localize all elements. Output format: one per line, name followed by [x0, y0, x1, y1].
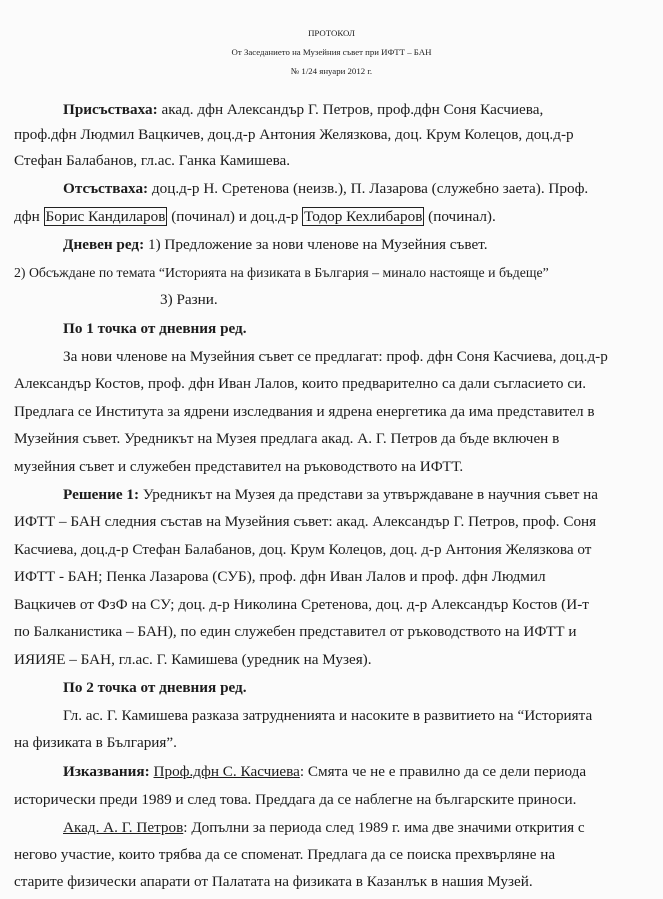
- present-line-2: проф.дфн Людмил Вацкичев, доц.д-р Антония Желязкова, доц. Крум Колецов, доц.д-р: [14, 126, 574, 143]
- point-1-line-4: Музейния съвет. Уредникът на Музея предлага акад. А. Г. Петров да бъде включен в: [14, 430, 560, 447]
- statement-2-line-3: старите физически апарати от Палатата на физиката в Казанлък в нашия Музей.: [14, 873, 533, 890]
- absent-text-post: (починал).: [428, 208, 496, 225]
- present-line-1: [63, 101, 543, 119]
- decision-1-line-6: по Балканистика – БАН), по един служебен представител от ръководството на ИФТТ и: [14, 623, 577, 640]
- statement-2-line-1: [63, 819, 585, 837]
- agenda-item-2: 2) Обсъждане по темата “Историята на физиката в България – минало настояще и бъдеще”: [14, 265, 549, 280]
- speaker-2: Акад. А. Г. Петров: [63, 819, 184, 836]
- point-2-heading: [63, 679, 247, 697]
- present-text-1: акад. дфн Александър Г. Петров, проф.дфн Соня Касчиева,: [161, 101, 544, 118]
- point-1-heading-text: По 1 точка от дневния ред.: [63, 320, 247, 337]
- document-title: ПРОТОКОЛ: [308, 28, 355, 38]
- agenda-item-3: 3) Разни.: [160, 291, 218, 308]
- statement-1-text-1: : Смята че не е правилно да се дели периода: [299, 763, 587, 780]
- agenda-item-1: 1) Предложение за нови членове на Музейния съвет.: [147, 236, 488, 253]
- decision-1-line-7: ИЯИЯЕ – БАН, гл.ас. Г. Камишева (уредник на Музея).: [14, 651, 372, 668]
- present-line-3: Стефан Балабанов, гл.ас. Ганка Камишева.: [14, 152, 291, 169]
- decision-1-line-1: [63, 486, 598, 504]
- absent-text-1: доц.д-р Н. Сретенова (неизв.), П. Лазарова (служебно заета). Проф.: [151, 180, 589, 197]
- agenda-label: Дневен ред:: [63, 236, 145, 253]
- absent-line-1: [63, 180, 588, 198]
- point-2-heading-text: По 2 точка от дневния ред.: [63, 679, 247, 696]
- present-label: Присъстваха:: [63, 101, 158, 118]
- speaker-1: Проф.дфн С. Касчиева: [153, 763, 300, 780]
- agenda-line-1: [63, 236, 488, 254]
- point-1-line-3: Предлага се Института за ядрени изследвания и ядрена енергетика да има представител в: [14, 403, 595, 420]
- decision-1-line-3: Касчиева, доц.д-р Стефан Балабанов, доц. Крум Колецов, доц. д-р Антония Желязкова от: [14, 541, 592, 558]
- document-subtitle: От Заседанието на Музейния съвет при ИФТТ – БАН: [231, 47, 432, 57]
- statement-2-text-1: : Допълни за периода след 1989 г. има две значими открития с: [183, 819, 585, 836]
- point-1-heading: [63, 320, 247, 338]
- point-1-line-2: Александър Костов, проф. дфн Иван Лалов, които предварително са дали съгласието си.: [14, 375, 586, 392]
- point-1-line-5: музейния съвет и служебен представител на ръководството на ИФТТ.: [14, 458, 464, 475]
- statement-2-line-2: негово участие, които трябва да се споменат. Предлага да се поиска прехвърляне на: [14, 846, 556, 863]
- absent-text-mid: (починал) и доц.д-р: [171, 208, 299, 225]
- boxed-name-2: Тодор Кехлибаров: [304, 208, 423, 225]
- absent-label: Отсъстваха:: [63, 180, 149, 197]
- statements-label: Изказвания:: [63, 763, 150, 780]
- absent-text-pre: дфн: [14, 208, 40, 225]
- decision-1-text-1: Уредникът на Музея да представи за утвърждаване в научния съвет на: [142, 486, 599, 503]
- decision-1-line-4: ИФТТ - БАН; Пенка Лазарова (СУБ), проф. дфн Иван Лалов и проф. дфн Людмил: [14, 568, 546, 585]
- decision-1-line-2: ИФТТ – БАН следния състав на Музейния съвет: акад. Александър Г. Петров, проф. Соня: [14, 513, 597, 530]
- point-2-line-2: на физиката в България”.: [14, 734, 177, 751]
- boxed-name-1: Борис Кандиларов: [45, 208, 166, 225]
- statements-line-1: [63, 763, 586, 781]
- absent-line-2: [14, 208, 496, 226]
- point-2-line-1: Гл. ас. Г. Камишева разказа затрудненията и насоките в развитието на “Историята: [63, 707, 593, 724]
- decision-1-label: Решение 1:: [63, 486, 140, 503]
- statement-1-line-2: исторически преди 1989 и след това. Преддага да се наблегне на българските приноси.: [14, 791, 577, 808]
- point-1-line-1: За нови членове на Музейния съвет се предлагат: проф. дфн Соня Касчиева, доц.д-р: [63, 348, 608, 365]
- document-number-date: № 1/24 януари 2012 г.: [290, 66, 373, 76]
- decision-1-line-5: Вацкичев от ФзФ на СУ; доц. д-р Николина Сретенова, доц. д-р Александър Костов (И-т: [14, 596, 589, 613]
